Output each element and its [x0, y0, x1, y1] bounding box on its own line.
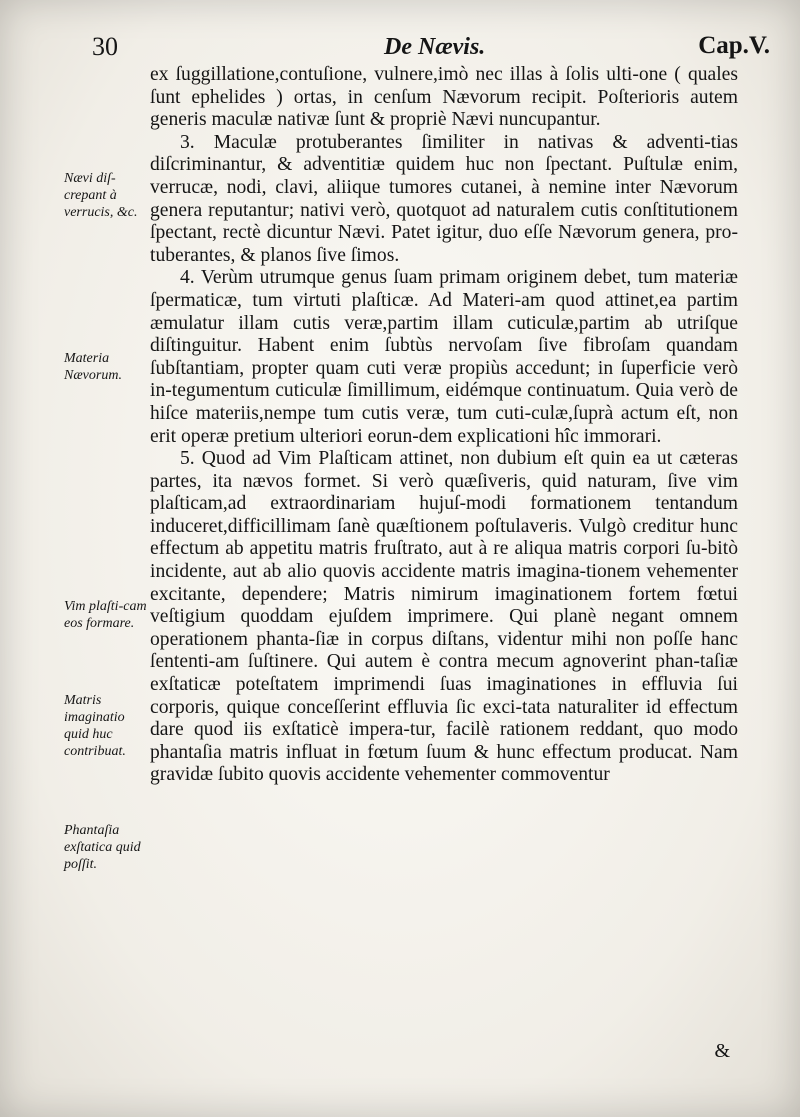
- page-number: 30: [92, 32, 118, 61]
- paragraph-continued: ex ſuggillatione,contuſione, vulnere,imò nec illas à ſolis ulti-one ( quales ſunt ephelides ) ortas, in cenſum Nævorum recipit. Poſterioris autem generis maculæ nativæ ſunt & propriè Nævi nuncupantur.: [150, 64, 738, 131]
- margin-note-materia: Materia Nævorum.: [64, 351, 122, 383]
- running-title: De Nævis.: [384, 34, 486, 60]
- paragraph-5: 5. Quod ad Vim Plaſticam attinet, non dubium eſt quin ea ut cæteras partes, ita nævos formet. Si verò quæſiveris, quid naturam, ſive vim plaſticam,ad extraordinariam hujuſ-modi formationem tentandum induceret,difficillimam ſanè quæſtionem poſtulaveris. Vulgò creditur hunc effectum ab appetitu matris fruſtrato, aut à re aliqua matris corpori ſu-bitò incidente, aut ab alio quovis accidente matris imagina-tionem vehementer excitante, dependere; Matris nimirum imaginationem fortem fœtui veſtigium quoddam ejuſdem imprimere. Qui planè negant omnem operationem phanta-ſiæ in corpus diſtans, videntur mihi non poſſe hanc ſententi-am ſuſtinere. Qui autem è contra mecum agnoverint phan-taſiæ exſtaticæ poteſtatem imprimendi ſuas imaginationes in effluvia ſui corporis, quique conceſſerint effluvia ſic exci-tata naturaliter id effectum dare quod iis exſtaticè impera-tur, facilè rationem reddant, quo modo phantaſia matris influat in fœtum ſuum & hunc effectum producat. Nam gravidæ ſubito quovis accidente vehementer commoventur: [150, 448, 738, 786]
- paragraph-4: 4. Verùm utrumque genus ſuam primam originem debet, tum materiæ ſpermaticæ, tum virtuti plaſticæ. Ad Materi-am quod attinet,ea partim æmulatur illam cutis veræ,partim illam cuticulæ,partim ab utriſque diſtinguitur. Habent enim ſubtùs nervoſam ſive fibroſam quandam ſubſtantiam, propter quam cuti veræ propiùs accedunt; in ſuperficie verò in-tegumentum cuticulæ ſimillimum, eidémque continuatum. Quia verò de hiſce materiis,nempe tum cutis veræ, tum cuti-culæ,ſuprà actum eſt, non erit operæ pretium ulteriori eorun-dem explicationi hîc immorari.: [150, 267, 738, 447]
- margin-note-matris-imaginatio: Matris imaginatio quid huc contribuat.: [64, 693, 126, 759]
- margin-note-phantasia: Phantaſia exſtatica quid poſſit.: [64, 823, 141, 872]
- chapter-label: Cap.V.: [698, 32, 770, 59]
- catchword: &: [714, 1040, 730, 1062]
- margin-note-naevi-discrepant: Nævi diſ-crepant à verrucis, &c.: [64, 171, 138, 220]
- margin-note-vim-plasticam: Vim plaſti-cam eos formare.: [64, 599, 147, 631]
- body-text: [150, 64, 738, 787]
- paragraph-3: 3. Maculæ protuberantes ſimiliter in nativas & adventi-tias diſcriminantur, & adventitiæ quidem huc non ſpectant. Puſtulæ enim, verrucæ, nodi, clavi, aliique tumores cutanei, à nemine inter Nævorum genera reputantur; nativi verò, quotquot ad naturalem cutis conſtitutionem ſpectant, rectè dicuntur Nævi. Patet igitur, duo eſſe Nævorum genera, pro-tuberantes, & planos ſive ſimos.: [150, 131, 738, 266]
